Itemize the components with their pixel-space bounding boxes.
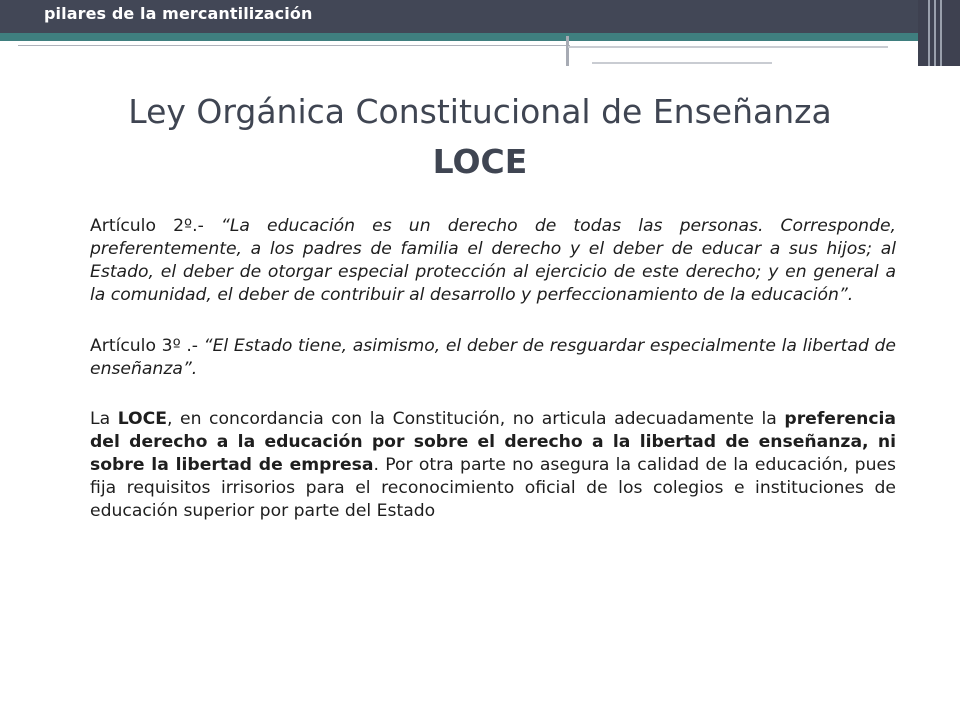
analysis-middle: , en concordancia con la Constitución, no articula adecuadamente la	[167, 409, 785, 429]
section-title: pilares de la mercantilización	[44, 4, 313, 23]
analysis-rest: . Por otra parte no asegura la calidad de la educación, pues fija requisitos irrisorios para el reconocimiento oficial de los colegios e instituciones de educación superior por parte del Estado	[90, 455, 897, 521]
slide-title-line2: LOCE	[432, 142, 528, 181]
decorative-rule	[18, 45, 570, 46]
article-3-paragraph	[90, 335, 896, 381]
article-2-label: Artículo 2º.-	[90, 216, 221, 236]
decorative-rule	[568, 46, 888, 48]
slide-title	[30, 90, 930, 190]
header-accent-band	[0, 33, 960, 41]
article-3-label: Artículo 3º .-	[90, 336, 204, 356]
header-corner-decoration	[918, 0, 960, 66]
article-2-quote: “La educación es un derecho de todas las personas. Corresponde, preferentemente, a los padres de familia el derecho y el deber de educar a sus hijos; al Estado, el deber de otorgar especial protección al ejercicio de este derecho; y en general a la comunidad, el deber de contribuir al desarrollo y perfeccionamiento de la educación”.	[90, 216, 896, 305]
analysis-paragraph	[90, 408, 896, 523]
slide-title-line1: Ley Orgánica Constitucional de Enseñanza	[128, 92, 832, 131]
decorative-tick	[566, 36, 569, 66]
analysis-loce: LOCE	[117, 409, 167, 429]
analysis-bold-phrase: preferencia del derecho a la educación por sobre el derecho a la libertad de enseñanza, ni sobre la libertad de empresa	[90, 409, 897, 475]
corner-rule	[940, 0, 942, 66]
article-3-quote: “El Estado tiene, asimismo, el deber de resguardar especialmente la libertad de enseñanza”.	[90, 336, 897, 379]
corner-rule	[928, 0, 930, 66]
slide-body	[90, 215, 896, 550]
decorative-rule	[592, 62, 772, 64]
corner-rule	[934, 0, 936, 66]
article-2-paragraph	[90, 215, 896, 307]
analysis-intro: La	[90, 409, 118, 429]
header-bar	[0, 0, 960, 33]
